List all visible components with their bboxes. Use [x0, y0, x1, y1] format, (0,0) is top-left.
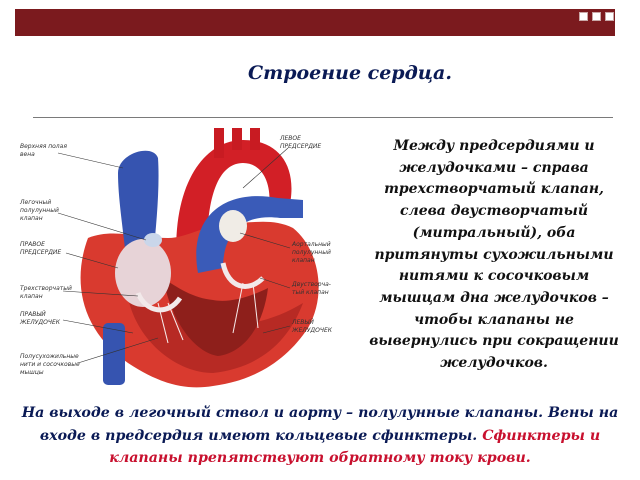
valves-description: Между предсердиями и желудочками – справа трехстворчатый клапан, слева двустворчатый (митральный), оба притянуты сухожильными нитями к сосочковым мышцам дна желудочков – чтобы клапаны не вывернулись при сокращении желудочков. [369, 138, 619, 372]
header-square [605, 12, 614, 21]
caption-main: На выходе в легочный ствол и аорту – полулунные клапаны. Вены на входе в предсердия имеют кольцевые сфинктеры. [21, 405, 619, 444]
aorta-branch [232, 128, 242, 150]
label-papillary: Полусухожильные нити и сосочковые мышцы [20, 353, 80, 376]
header-square [592, 12, 601, 21]
label-sup-vena-cava: Верхняя полая вена [20, 143, 67, 158]
heart-diagram [18, 128, 358, 400]
label-aortic-valve: Аортальный полулунный клапан [292, 241, 331, 264]
header-decoration [579, 12, 614, 21]
label-pulm-valve: Легочный полулунный клапан [20, 199, 59, 222]
slide-title: Строение сердца. [248, 62, 452, 84]
caption-highlight: Сфинктеры и клапаны препятствуют обратному току крови. [109, 427, 601, 466]
valve [219, 210, 247, 242]
header-bar [15, 9, 615, 36]
label-left-ventricle: ЛЕВЫЙ ЖЕЛУДОЧЕК [292, 319, 332, 334]
label-bicuspid: Двустворча-тый клапан [292, 281, 331, 296]
right-atrium [115, 239, 171, 307]
title-divider [33, 117, 613, 118]
aorta-branch [214, 128, 224, 158]
bottom-caption [14, 402, 626, 470]
label-right-atrium: ПРАВОЕ ПРЕДСЕРДИЕ [20, 241, 62, 256]
label-right-ventricle: ПРАВЫЙ ЖЕЛУДОЧЕК [20, 311, 60, 326]
label-tricuspid: Трехстворчатый клапан [20, 285, 72, 300]
header-square [579, 12, 588, 21]
valve [144, 233, 162, 247]
leader-line [58, 153, 123, 168]
label-left-atrium: ЛЕВОЕ ПРЕДСЕРДИЕ [280, 135, 322, 150]
aorta-branch [250, 128, 260, 150]
